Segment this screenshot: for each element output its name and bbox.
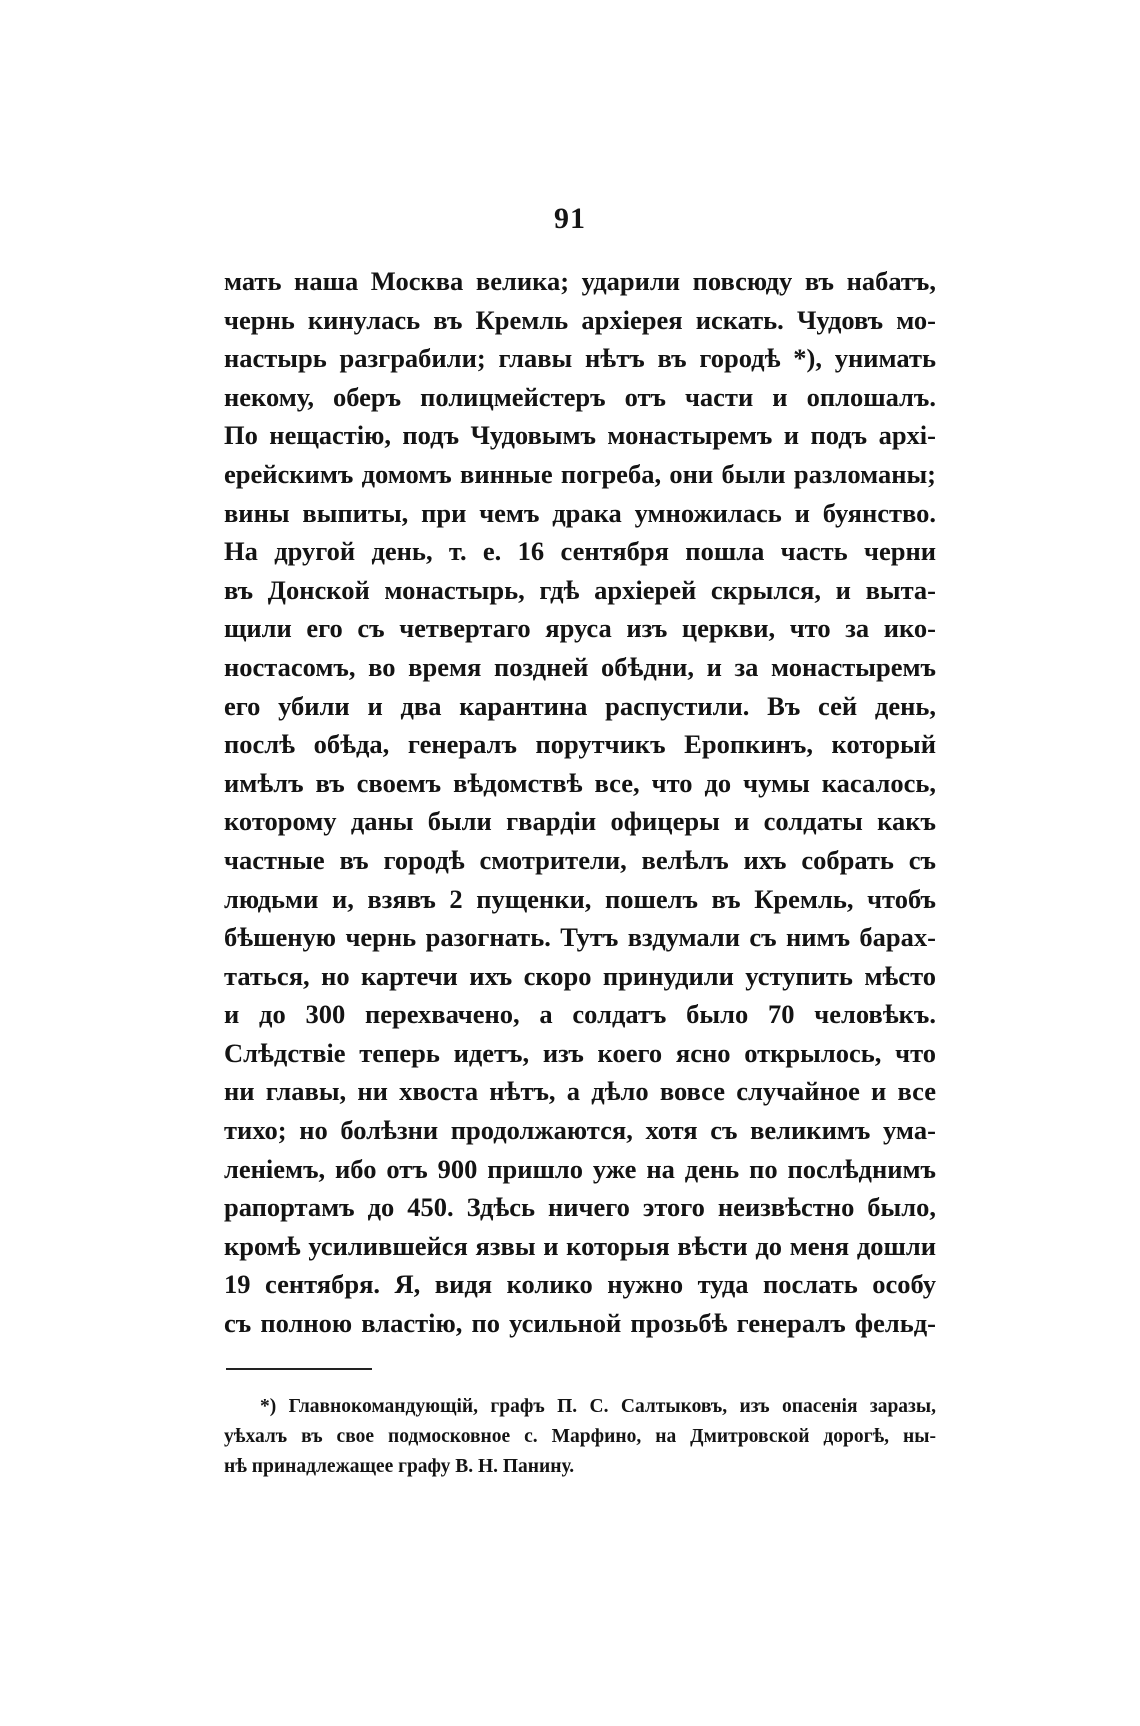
text-line: ленiемъ, ибо отъ 900 пришло уже на день по послѣднимъ (224, 1153, 936, 1184)
text-line: ерейскимъ домомъ винные погреба, они были разломаны; (224, 458, 936, 489)
text-line: имѣлъ въ своемъ вѣдомствѣ все, что до чумы касалось, (224, 767, 936, 798)
footnote-line: нѣ принадлежащее графу В. Н. Панину. (224, 1456, 575, 1477)
text-line: послѣ обѣда, генералъ порутчикъ Еропкинъ, который (224, 729, 936, 760)
text-line: На другой день, т. е. 16 сентября пошла часть черни (224, 536, 936, 567)
text-line: щили его съ четвертаго яруса изъ церкви, что за ико- (224, 613, 936, 644)
text-line: которому даны были гвардiи офицеры и солдаты какъ (224, 806, 936, 837)
text-line: ни главы, ни хвоста нѣтъ, а дѣло вовсе случайное и все (224, 1076, 936, 1107)
footnote (224, 1392, 936, 1482)
text-line: тихо; но болѣзни продолжаются, хотя съ великимъ умa- (224, 1115, 936, 1146)
text-line: рапортамъ до 450. Здѣсь ничего этого неизвѣстно было, (224, 1192, 936, 1223)
text-line: вины выпиты, при чемъ драка умножилась и буянство. (224, 497, 936, 528)
text-line: бѣшеную чернь разогнать. Тутъ вздумали съ нимъ барах- (224, 922, 936, 953)
text-line: некому, оберъ полицмейстеръ отъ части и оплошалъ. (224, 381, 936, 412)
footnote-line: уѣхалъ въ свое подмосковное с. Марфино, на Дмитровской дорогѣ, ны- (224, 1426, 936, 1447)
footnote-divider (226, 1368, 372, 1370)
text-line: и до 300 перехвачено, а солдатъ было 70 человѣкъ. (224, 999, 936, 1030)
text-line: Слѣдствiе теперь идетъ, изъ коего ясно открылось, что (224, 1037, 936, 1068)
text-line: людьми и, взявъ 2 пущенки, пошелъ въ Кремль, чтобъ (224, 883, 936, 914)
page-number: 91 (554, 202, 586, 235)
text-line: 19 сентября. Я, видя колико нужно туда послать особу (224, 1269, 936, 1300)
text-line: настырь разграбили; главы нѣтъ въ городѣ *), унимать (224, 343, 936, 374)
text-line: частные въ городѣ смотрители, велѣлъ ихъ собрать съ (224, 844, 936, 875)
text-line: кромѣ усилившейся язвы и которыя вѣсти до меня дошли (224, 1230, 936, 1261)
text-line: ностасомъ, во время поздней обѣдни, и за монастыремъ (224, 651, 936, 682)
body-text (224, 262, 936, 1343)
text-line: въ Донской монастырь, гдѣ архiерей скрылся, и выта- (224, 574, 936, 605)
footnote-line: *) Главнокомандующiй, графъ П. С. Салтыковъ, изъ опасенiя заразы, (260, 1396, 936, 1417)
text-line: съ полною властiю, по усильной прозьбѣ генералъ фельд- (224, 1308, 936, 1339)
text-line: таться, но картечи ихъ скоро принудили уступить мѣсто (224, 960, 936, 991)
text-line: его убили и два карантина распустили. Въ сей день, (224, 690, 936, 721)
text-line: чернь кинулась въ Кремль архiерея искать. Чудовъ мо- (224, 304, 936, 335)
text-line: По нещастiю, подъ Чудовымъ монастыремъ и подъ архi- (224, 420, 936, 451)
text-line: мать наша Москва велика; ударили повсюду въ набатъ, (224, 266, 936, 296)
